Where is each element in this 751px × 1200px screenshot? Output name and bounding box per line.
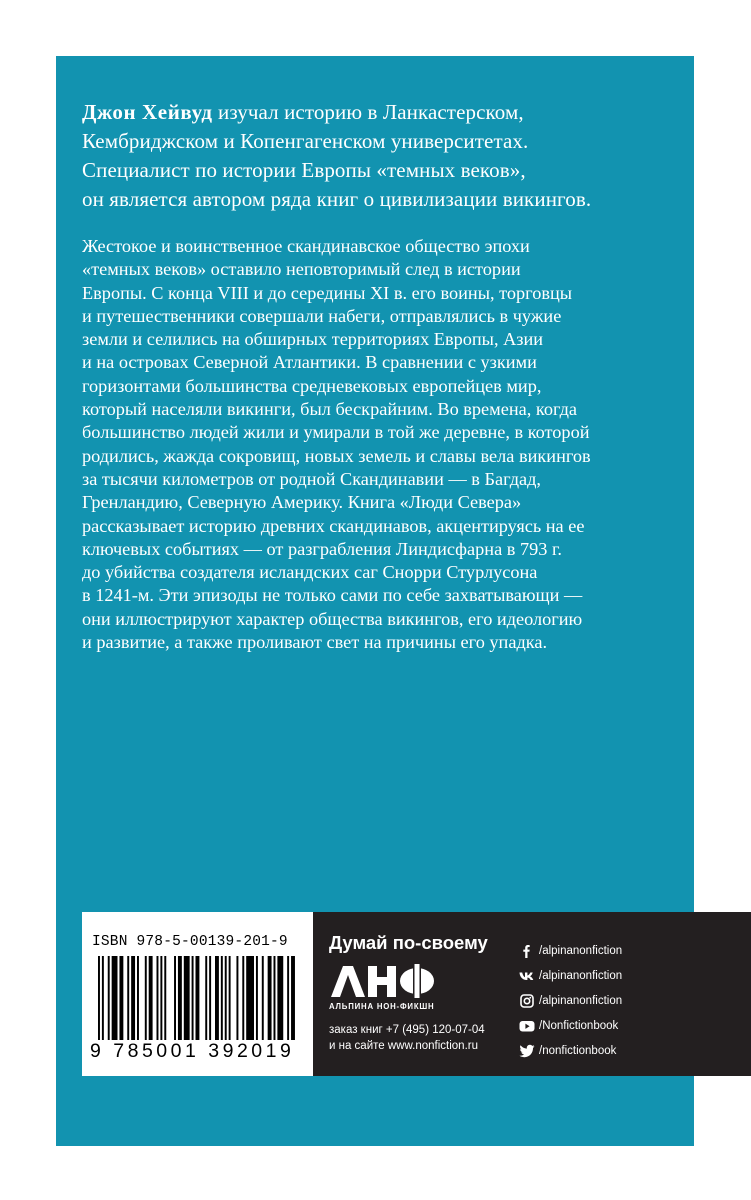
barcode-bar — [102, 956, 104, 1040]
barcode-bar — [291, 956, 295, 1040]
description-line: рассказывает историю древних скандинавов, акцентируясь на ее — [82, 515, 585, 536]
social-link-facebook[interactable] — [519, 938, 622, 963]
youtube-icon — [519, 1019, 535, 1033]
barcode-box — [82, 912, 313, 1076]
barcode-bar — [274, 956, 276, 1040]
barcode-bar — [164, 956, 166, 1040]
author-bio-line-3: Специалист по истории Европы «темных веков», — [82, 158, 526, 182]
description-line: большинство людей жили и умирали в той же деревне, в которой — [82, 422, 590, 443]
barcode-bar — [221, 956, 223, 1040]
barcode-bar — [268, 956, 272, 1040]
description-line: и развитие, а также проливают свет на причины его упадка. — [82, 632, 548, 653]
social-link-text: /nonfictionbook — [539, 1044, 617, 1057]
barcode-bar — [137, 956, 139, 1040]
barcode-bar — [242, 956, 244, 1040]
description-line: родились, жажда сокровищ, новых земель и славы вела викингов — [82, 445, 591, 466]
barcode-bar — [225, 956, 227, 1040]
barcode-bar — [236, 956, 238, 1040]
social-link-instagram[interactable] — [519, 988, 622, 1013]
barcode-bar — [192, 956, 194, 1040]
vk-icon — [519, 969, 535, 983]
social-link-twitter[interactable] — [519, 1038, 622, 1063]
barcode-bar — [246, 956, 254, 1040]
barcode-bar — [98, 956, 100, 1040]
author-bio-line-4: он является автором ряда книг о цивилизации викингов. — [82, 187, 592, 211]
instagram-icon — [519, 994, 535, 1008]
barcode-bar — [127, 956, 129, 1040]
social-link-text: /alpinanonfiction — [539, 969, 623, 982]
barcode-bars — [96, 956, 298, 1040]
author-bio-line-2: Кембриджском и Копенгагенском университетах. — [82, 129, 529, 153]
isbn-text: ISBN 978-5-00139-201-9 — [92, 934, 288, 950]
description-line: они иллюстрируют характер общества викингов, его идеологию — [82, 608, 583, 629]
description-line: в 1241-м. Эти эпизоды не только сами по себе захватывающи — — [82, 585, 583, 606]
order-info — [329, 1022, 485, 1054]
barcode-bar — [196, 956, 200, 1040]
author-name: Джон Хейвуд — [82, 100, 213, 124]
barcode-bar — [160, 956, 162, 1040]
barcode-bar — [157, 956, 159, 1040]
barcode-bar — [215, 956, 219, 1040]
social-link-text: /Nonfictionbook — [539, 1019, 619, 1032]
facebook-icon — [519, 944, 535, 958]
barcode-bar — [108, 956, 110, 1040]
social-link-text: /alpinanonfiction — [539, 944, 623, 957]
author-bio — [82, 98, 642, 214]
barcode-bar — [205, 956, 207, 1040]
description-line: Европы. С конца VIII и до середины XI в. его воины, торговцы — [82, 282, 573, 303]
barcode-bar — [287, 956, 289, 1040]
description-line: Гренландию, Северную Америку. Книга «Люди Севера» — [82, 492, 522, 513]
description-line: горизонтами большинства средневековых европейцев мир, — [82, 375, 542, 396]
description-line: «темных веков» оставило неповторимый след в истории — [82, 259, 521, 280]
barcode-bar — [262, 956, 264, 1040]
barcode-bar — [209, 956, 211, 1040]
social-link-text: /alpinanonfiction — [539, 994, 623, 1007]
description-line: ключевых событиях — от разграбления Линдисфарна в 793 г. — [82, 538, 562, 559]
barcode-bar — [112, 956, 118, 1040]
barcode-bar — [145, 956, 147, 1040]
book-description — [82, 235, 642, 654]
publisher-name: АЛЬПИНА НОН-ФИКШН — [329, 1002, 435, 1011]
ean-digits: 9 785001 392019 — [90, 1040, 295, 1062]
description-line: за тысячи километров от родной Скандинавии — в Багдад, — [82, 468, 541, 489]
social-link-vk[interactable] — [519, 963, 622, 988]
barcode-bar — [149, 956, 153, 1040]
twitter-icon — [519, 1044, 535, 1058]
description-line: до убийства создателя исландских саг Снорри Стурлусона — [82, 562, 538, 583]
barcode-bar — [184, 956, 190, 1040]
description-line: Жестокое и воинственное скандинавское общество эпохи — [82, 236, 530, 256]
social-link-youtube[interactable] — [519, 1013, 622, 1038]
order-website: и на сайте www.nonfiction.ru — [329, 1040, 478, 1052]
barcode-bar — [119, 956, 123, 1040]
publisher-logo — [329, 964, 437, 998]
barcode-bar — [131, 956, 135, 1040]
order-phone: заказ книг +7 (495) 120-07-04 — [329, 1024, 485, 1036]
barcode-bar — [277, 956, 283, 1040]
description-line: и путешественники совершали набеги, отправлялись в чужие — [82, 305, 562, 326]
social-links — [519, 938, 622, 1063]
publisher-footer — [82, 912, 751, 1076]
barcode-bar — [229, 956, 231, 1040]
description-line: и на островах Северной Атлантики. В сравнении с узкими — [82, 352, 537, 373]
barcode-bar — [178, 956, 182, 1040]
barcode-bar — [174, 956, 176, 1040]
description-line: земли и селились на обширных территориях Европы, Азии — [82, 329, 544, 350]
publisher-slogan: Думай по-своему — [329, 932, 488, 953]
description-line: который населяли викинги, был бескрайним. Во времена, когда — [82, 399, 577, 420]
author-bio-line-1: изучал историю в Ланкастерском, — [217, 100, 524, 124]
barcode-bar — [256, 956, 258, 1040]
